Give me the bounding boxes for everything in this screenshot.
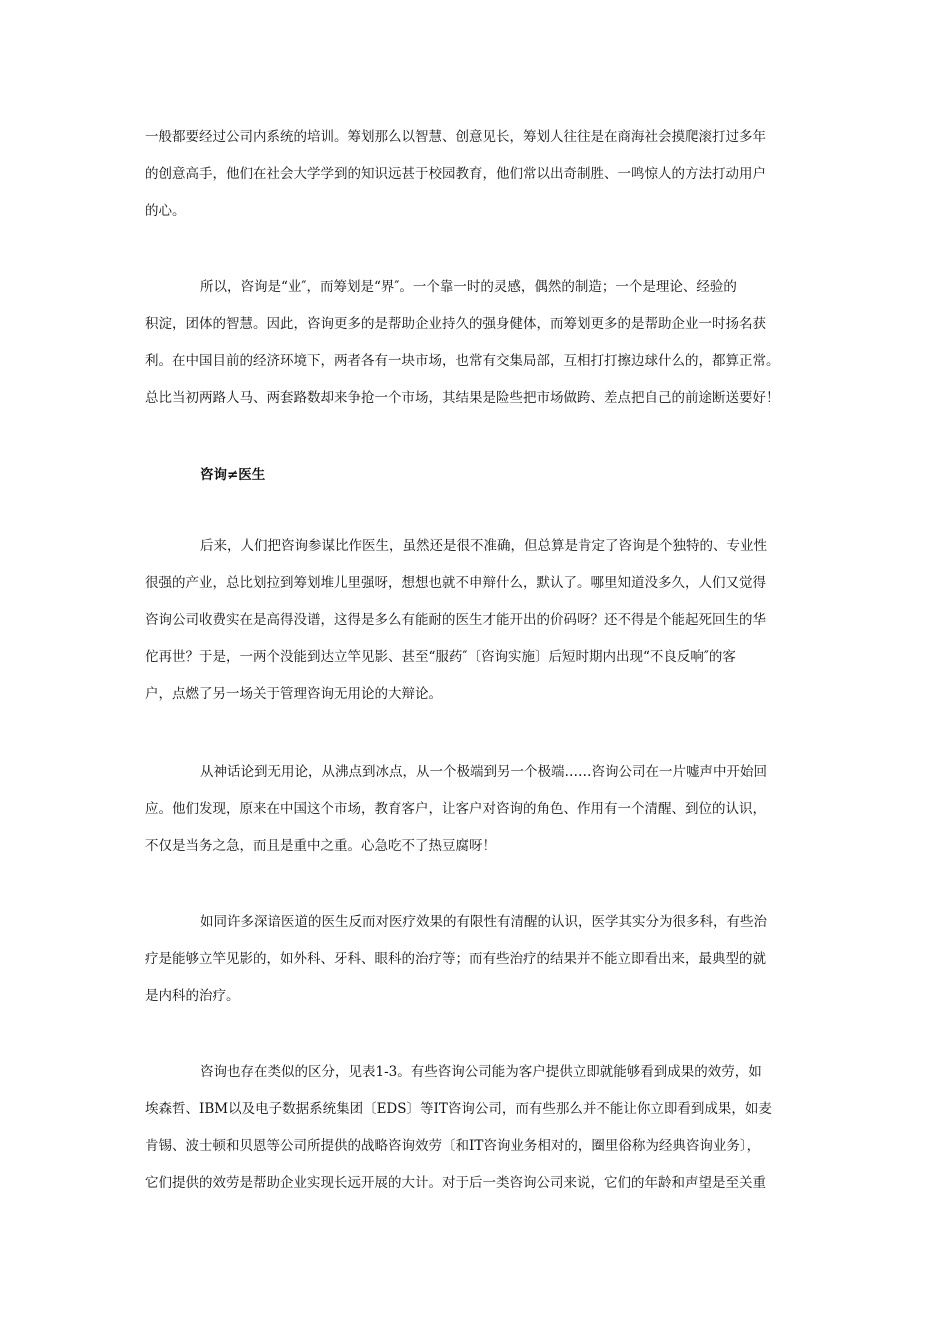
- paragraph-line: 总比当初两路人马、两套路数却来争抢一个市场，其结果是险些把市场做跨、差点把自己的前途断送要好！: [145, 390, 780, 406]
- paragraph-line: 不仅是当务之急，而且是重中之重。心急吃不了热豆腐呀！: [145, 838, 496, 854]
- paragraph-line: 如同许多深谙医道的医生反而对医疗效果的有限性有清醒的认识，医学其实分为很多科，有些治: [200, 914, 767, 930]
- paragraph-line: 从神话论到无用论，从沸点到冰点，从一个极端到另一个极端……咨询公司在一片嘘声中开始回: [200, 764, 767, 780]
- paragraph-line: 积淀，团体的智慧。因此，咨询更多的是帮助企业持久的强身健体，而筹划更多的是帮助企业一时扬名获: [145, 316, 766, 332]
- paragraph-line: 的创意高手，他们在社会大学学到的知识远甚于校园教育，他们常以出奇制胜、一鸣惊人的方法打动用户: [145, 166, 766, 182]
- paragraph-line: 所以，咨询是“业″，而筹划是“界″。一个靠一时的灵感，偶然的制造；一个是理论、经验的: [200, 279, 737, 295]
- paragraph-line: 咨询也存在类似的区分，见表1-3。有些咨询公司能为客户提供立即就能够看到成果的效劳，如: [200, 1064, 762, 1080]
- paragraph-line: 很强的产业，总比划拉到筹划堆儿里强呀，想想也就不申辩什么，默认了。哪里知道没多久，人们又觉得: [145, 575, 766, 591]
- paragraph-line: 它们提供的效劳是帮助企业实现长远开展的大计。对于后一类咨询公司来说，它们的年龄和声望是至关重: [145, 1175, 766, 1191]
- paragraph-line: 咨询公司收费实在是高得没谱，这得是多么有能耐的医生才能开出的价码呀？还不得是个能起死回生的华: [145, 612, 766, 628]
- paragraph-line: 后来，人们把咨询参谋比作医生，虽然还是很不准确，但总算是肯定了咨询是个独特的、专业性: [200, 538, 767, 554]
- paragraph-line: 肯锡、波士顿和贝恩等公司所提供的战略咨询效劳〔和IT咨询业务相对的，圈里俗称为经典咨询业务〕，: [145, 1138, 761, 1154]
- section-heading: 咨询≠医生: [200, 467, 266, 483]
- paragraph-line: 一般都要经过公司内系统的培训。筹划那么以智慧、创意见长，筹划人往往是在商海社会摸爬滚打过多年: [145, 129, 766, 145]
- paragraph-line: 户，点燃了另一场关于管理咨询无用论的大辩论。: [145, 686, 442, 702]
- paragraph-line: 的心。: [145, 203, 186, 219]
- paragraph-line: 利。在中国目前的经济环境下，两者各有一块市场，也常有交集局部，互相打打擦边球什么的，都算正常。: [145, 353, 780, 369]
- paragraph-line: 疗是能够立竿见影的，如外科、牙科、眼科的治疗等；而有些治疗的结果并不能立即看出来，最典型的就: [145, 951, 766, 967]
- paragraph-line: 是内科的治疗。: [145, 988, 240, 1004]
- paragraph-line: 埃森哲、IBM以及电子数据系统集团〔EDS〕等IT咨询公司，而有些那么并不能让你立即看到成果，如麦: [145, 1101, 772, 1117]
- paragraph-line: 应。他们发现，原来在中国这个市场，教育客户，让客户对咨询的角色、作用有一个清醒、到位的认识，: [145, 801, 766, 817]
- paragraph-line: 佗再世？于是，一两个没能到达立竿见影、甚至“服药″〔咨询实施〕后短时期内出现“不良反响″的客: [145, 649, 736, 665]
